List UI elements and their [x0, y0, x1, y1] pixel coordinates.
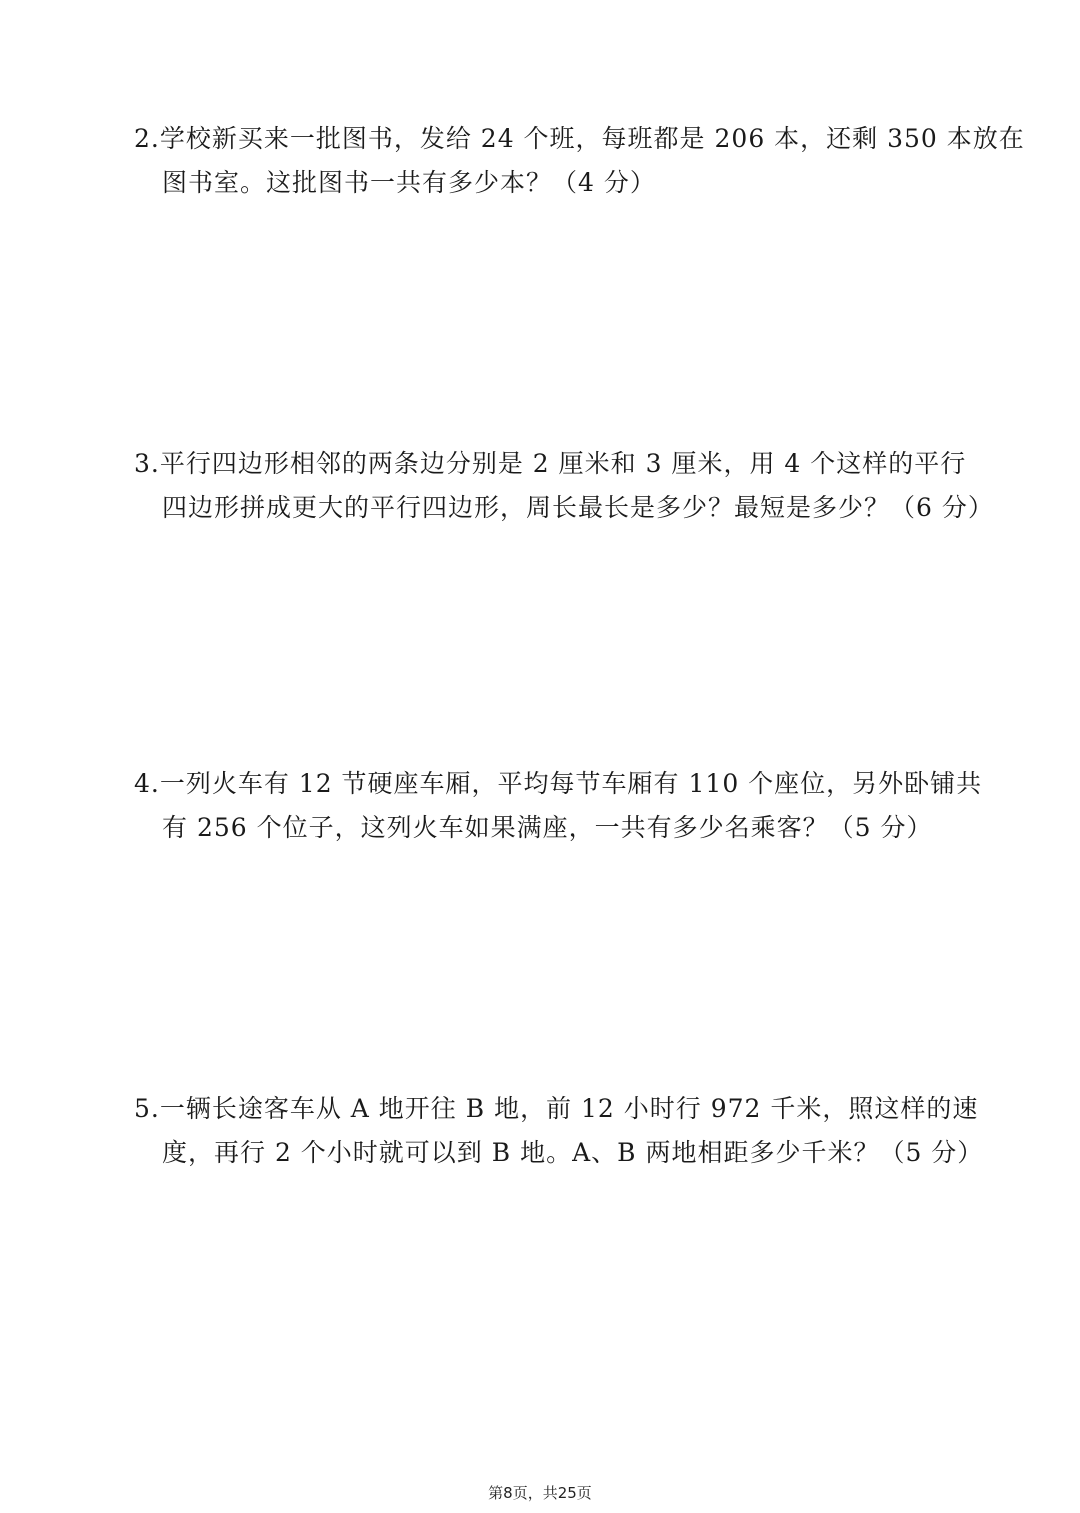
question-5-line-2: 度，再行 2 个小时就可以到 B 地。A、B 两地相距多少千米？（5 分）: [162, 1138, 984, 1167]
question-5-line-1: 5.一辆长途客车从 A 地开往 B 地，前 12 小时行 972 千米，照这样的速: [134, 1094, 979, 1123]
question-3: [134, 442, 994, 530]
question-3-line-2: 四边形拼成更大的平行四边形，周长最长是多少？最短是多少？（6 分）: [162, 493, 994, 522]
question-4-line-1: 4.一列火车有 12 节硬座车厢，平均每节车厢有 110 个座位，另外卧铺共: [134, 769, 983, 798]
question-2-line-2: 图书室。这批图书一共有多少本？（4 分）: [162, 168, 656, 197]
question-4-line-2: 有 256 个位子，这列火车如果满座，一共有多少名乘客？（5 分）: [162, 813, 933, 842]
question-4: [134, 762, 983, 850]
question-2-line-1: 2.学校新买来一批图书，发给 24 个班，每班都是 206 本，还剩 350 本放在: [134, 124, 1025, 153]
question-5: [134, 1087, 984, 1175]
question-3-line-1: 3.平行四边形相邻的两条边分别是 2 厘米和 3 厘米，用 4 个这样的平行: [134, 449, 967, 478]
question-2: [134, 117, 1025, 205]
page-number-footer: 第8页，共25页: [488, 1484, 592, 1502]
